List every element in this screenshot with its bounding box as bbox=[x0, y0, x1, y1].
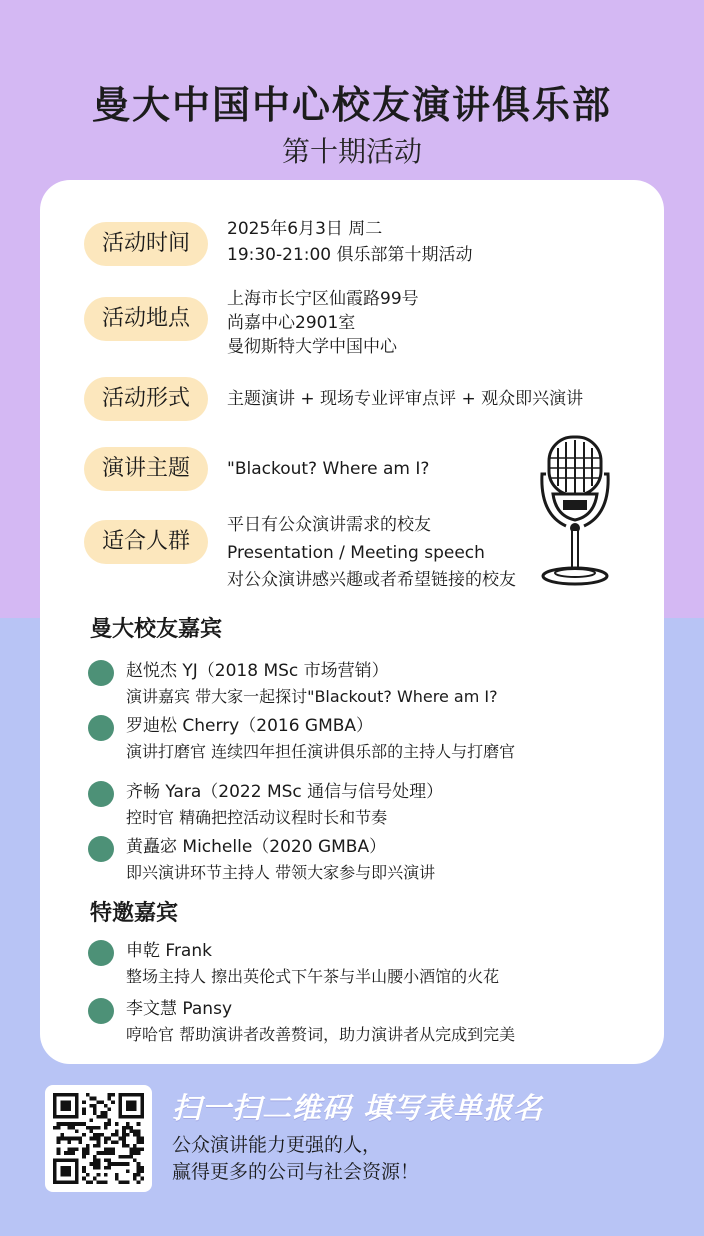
audience-line-3: 对公众演讲感兴趣或者希望链接的校友 bbox=[227, 570, 516, 590]
location-label: 活动地点 bbox=[84, 297, 208, 341]
qr-code[interactable] bbox=[45, 1085, 152, 1192]
guest-desc: 哼哈官 帮助演讲者改善赘词，助力演讲者从完成到完美 bbox=[126, 1025, 516, 1044]
slogan-line-2: 赢得更多的公司与社会资源！ bbox=[172, 1161, 420, 1183]
time-label: 活动时间 bbox=[84, 222, 208, 266]
page-subtitle: 第十期活动 bbox=[281, 135, 422, 168]
guest-desc: 控时官 精确把控活动议程时长和节奏 bbox=[126, 808, 388, 827]
qr-code-image bbox=[53, 1093, 144, 1184]
format-label: 活动形式 bbox=[84, 377, 208, 421]
bullet-dot bbox=[88, 660, 114, 686]
microphone-icon bbox=[536, 434, 614, 590]
guest-desc: 整场主持人 擦出英伦式下午茶与半山腰小酒馆的火花 bbox=[126, 967, 500, 986]
slogan-line-1: 公众演讲能力更强的人， bbox=[172, 1134, 382, 1156]
bullet-dot bbox=[88, 998, 114, 1024]
guest-desc: 即兴演讲环节主持人 带领大家参与即兴演讲 bbox=[126, 863, 436, 882]
signup-cta: 扫一扫二维码 填写表单报名 bbox=[172, 1091, 544, 1125]
time-line-2: 19:30-21:00 俱乐部第十期活动 bbox=[227, 245, 473, 265]
alumni-heading: 曼大校友嘉宾 bbox=[90, 617, 223, 642]
guest-name: 齐畅 Yara（2022 MSc 通信与信号处理） bbox=[126, 782, 444, 802]
guest-name: 李文慧 Pansy bbox=[126, 999, 233, 1019]
guest-name: 黄矗宓 Michelle（2020 GMBA） bbox=[126, 837, 387, 857]
bullet-dot bbox=[88, 781, 114, 807]
topic-line-1: "Blackout? Where am I? bbox=[227, 459, 430, 479]
bullet-dot bbox=[88, 836, 114, 862]
bullet-dot bbox=[88, 715, 114, 741]
location-line-1: 上海市长宁区仙霞路99号 bbox=[227, 289, 419, 309]
guest-name: 申乾 Frank bbox=[126, 941, 212, 961]
guest-desc: 演讲嘉宾 带大家一起探讨"Blackout? Where am I? bbox=[126, 687, 498, 706]
location-line-3: 曼彻斯特大学中国中心 bbox=[227, 337, 397, 357]
special-heading: 特邀嘉宾 bbox=[90, 901, 179, 926]
guest-name: 罗迪松 Cherry（2016 GMBA） bbox=[126, 716, 374, 736]
guest-desc: 演讲打磨官 连续四年担任演讲俱乐部的主持人与打磨官 bbox=[126, 742, 516, 761]
format-line-1: 主题演讲 + 现场专业评审点评 + 观众即兴演讲 bbox=[227, 389, 584, 409]
audience-line-2: Presentation / Meeting speech bbox=[227, 543, 485, 563]
audience-label: 适合人群 bbox=[84, 520, 208, 564]
guest-name: 赵悦杰 YJ（2018 MSc 市场营销） bbox=[126, 661, 389, 681]
page-title: 曼大中国中心校友演讲俱乐部 bbox=[91, 83, 612, 127]
time-line-1: 2025年6月3日 周二 bbox=[227, 219, 383, 239]
bullet-dot bbox=[88, 940, 114, 966]
audience-line-1: 平日有公众演讲需求的校友 bbox=[227, 515, 431, 535]
topic-label: 演讲主题 bbox=[84, 447, 208, 491]
info-card bbox=[40, 180, 664, 1064]
location-line-2: 尚嘉中心2901室 bbox=[227, 313, 356, 333]
